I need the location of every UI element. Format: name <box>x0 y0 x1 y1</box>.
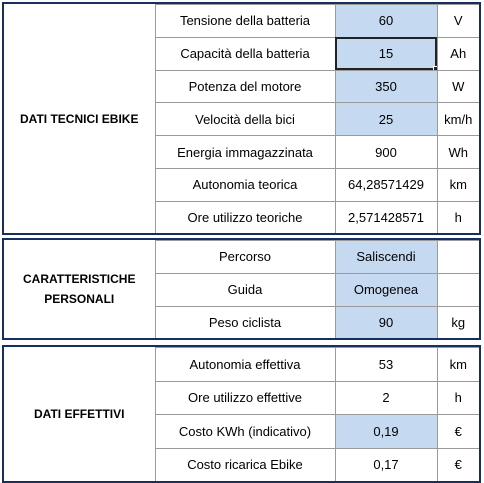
unit-cell-guida[interactable] <box>437 273 479 306</box>
label-cell-peso-ciclista[interactable]: Peso ciclista <box>155 306 335 338</box>
unit-cell-peso-ciclista[interactable]: kg <box>437 306 479 338</box>
label-cell-velocita-della-bici[interactable]: Velocità della bici <box>155 103 335 136</box>
unit-cell-costo-ricarica-ebike[interactable]: € <box>437 448 479 481</box>
value-cell-percorso[interactable]: Saliscendi <box>335 241 437 274</box>
value-cell-autonomia-teorica[interactable]: 64,28571429 <box>335 168 437 201</box>
section-title[interactable]: DATI EFFETTIVI <box>4 348 155 482</box>
unit-cell-velocita-della-bici[interactable]: km/h <box>437 103 479 136</box>
table-row <box>4 348 479 382</box>
value-cell-capacita-della-batteria[interactable]: 15 <box>335 37 437 70</box>
value-cell-tensione-della-batteria[interactable]: 60 <box>335 5 437 38</box>
value-cell-costo-ricarica-ebike[interactable]: 0,17 <box>335 448 437 481</box>
label-cell-potenza-del-motore[interactable]: Potenza del motore <box>155 70 335 103</box>
section-dati-effettivi <box>2 345 481 483</box>
section-table <box>4 240 479 338</box>
label-cell-tensione-della-batteria[interactable]: Tensione della batteria <box>155 5 335 38</box>
section-caratteristiche-personali <box>2 238 481 340</box>
value-cell-peso-ciclista[interactable]: 90 <box>335 306 437 338</box>
unit-cell-tensione-della-batteria[interactable]: V <box>437 5 479 38</box>
label-cell-autonomia-teorica[interactable]: Autonomia teorica <box>155 168 335 201</box>
section-title[interactable]: DATI TECNICI EBIKE <box>4 5 155 234</box>
value-cell-velocita-della-bici[interactable]: 25 <box>335 103 437 136</box>
label-cell-ore-utilizzo-teoriche[interactable]: Ore utilizzo teoriche <box>155 201 335 233</box>
value-cell-energia-immagazzinata[interactable]: 900 <box>335 136 437 169</box>
label-cell-percorso[interactable]: Percorso <box>155 241 335 274</box>
label-cell-guida[interactable]: Guida <box>155 273 335 306</box>
value-cell-costo-kwh-indicativo[interactable]: 0,19 <box>335 415 437 449</box>
value-cell-ore-utilizzo-effettive[interactable]: 2 <box>335 381 437 415</box>
unit-cell-energia-immagazzinata[interactable]: Wh <box>437 136 479 169</box>
label-cell-energia-immagazzinata[interactable]: Energia immagazzinata <box>155 136 335 169</box>
section-dati-tecnici <box>2 2 481 235</box>
value-cell-potenza-del-motore[interactable]: 350 <box>335 70 437 103</box>
table-row <box>4 241 479 274</box>
section-table <box>4 4 479 233</box>
unit-cell-percorso[interactable] <box>437 241 479 274</box>
label-cell-costo-ricarica-ebike[interactable]: Costo ricarica Ebike <box>155 448 335 481</box>
unit-cell-ore-utilizzo-teoriche[interactable]: h <box>437 201 479 233</box>
unit-cell-autonomia-teorica[interactable]: km <box>437 168 479 201</box>
section-table <box>4 347 479 481</box>
section-title[interactable]: CARATTERISTICHE PERSONALI <box>4 241 155 339</box>
unit-cell-autonomia-effettiva[interactable]: km <box>437 348 479 382</box>
label-cell-ore-utilizzo-effettive[interactable]: Ore utilizzo effettive <box>155 381 335 415</box>
label-cell-autonomia-effettiva[interactable]: Autonomia effettiva <box>155 348 335 382</box>
unit-cell-costo-kwh-indicativo[interactable]: € <box>437 415 479 449</box>
table-row <box>4 5 479 38</box>
unit-cell-ore-utilizzo-effettive[interactable]: h <box>437 381 479 415</box>
value-cell-guida[interactable]: Omogenea <box>335 273 437 306</box>
value-cell-ore-utilizzo-teoriche[interactable]: 2,571428571 <box>335 201 437 233</box>
unit-cell-capacita-della-batteria[interactable]: Ah <box>437 37 479 70</box>
value-cell-autonomia-effettiva[interactable]: 53 <box>335 348 437 382</box>
label-cell-capacita-della-batteria[interactable]: Capacità della batteria <box>155 37 335 70</box>
unit-cell-potenza-del-motore[interactable]: W <box>437 70 479 103</box>
label-cell-costo-kwh-indicativo[interactable]: Costo KWh (indicativo) <box>155 415 335 449</box>
